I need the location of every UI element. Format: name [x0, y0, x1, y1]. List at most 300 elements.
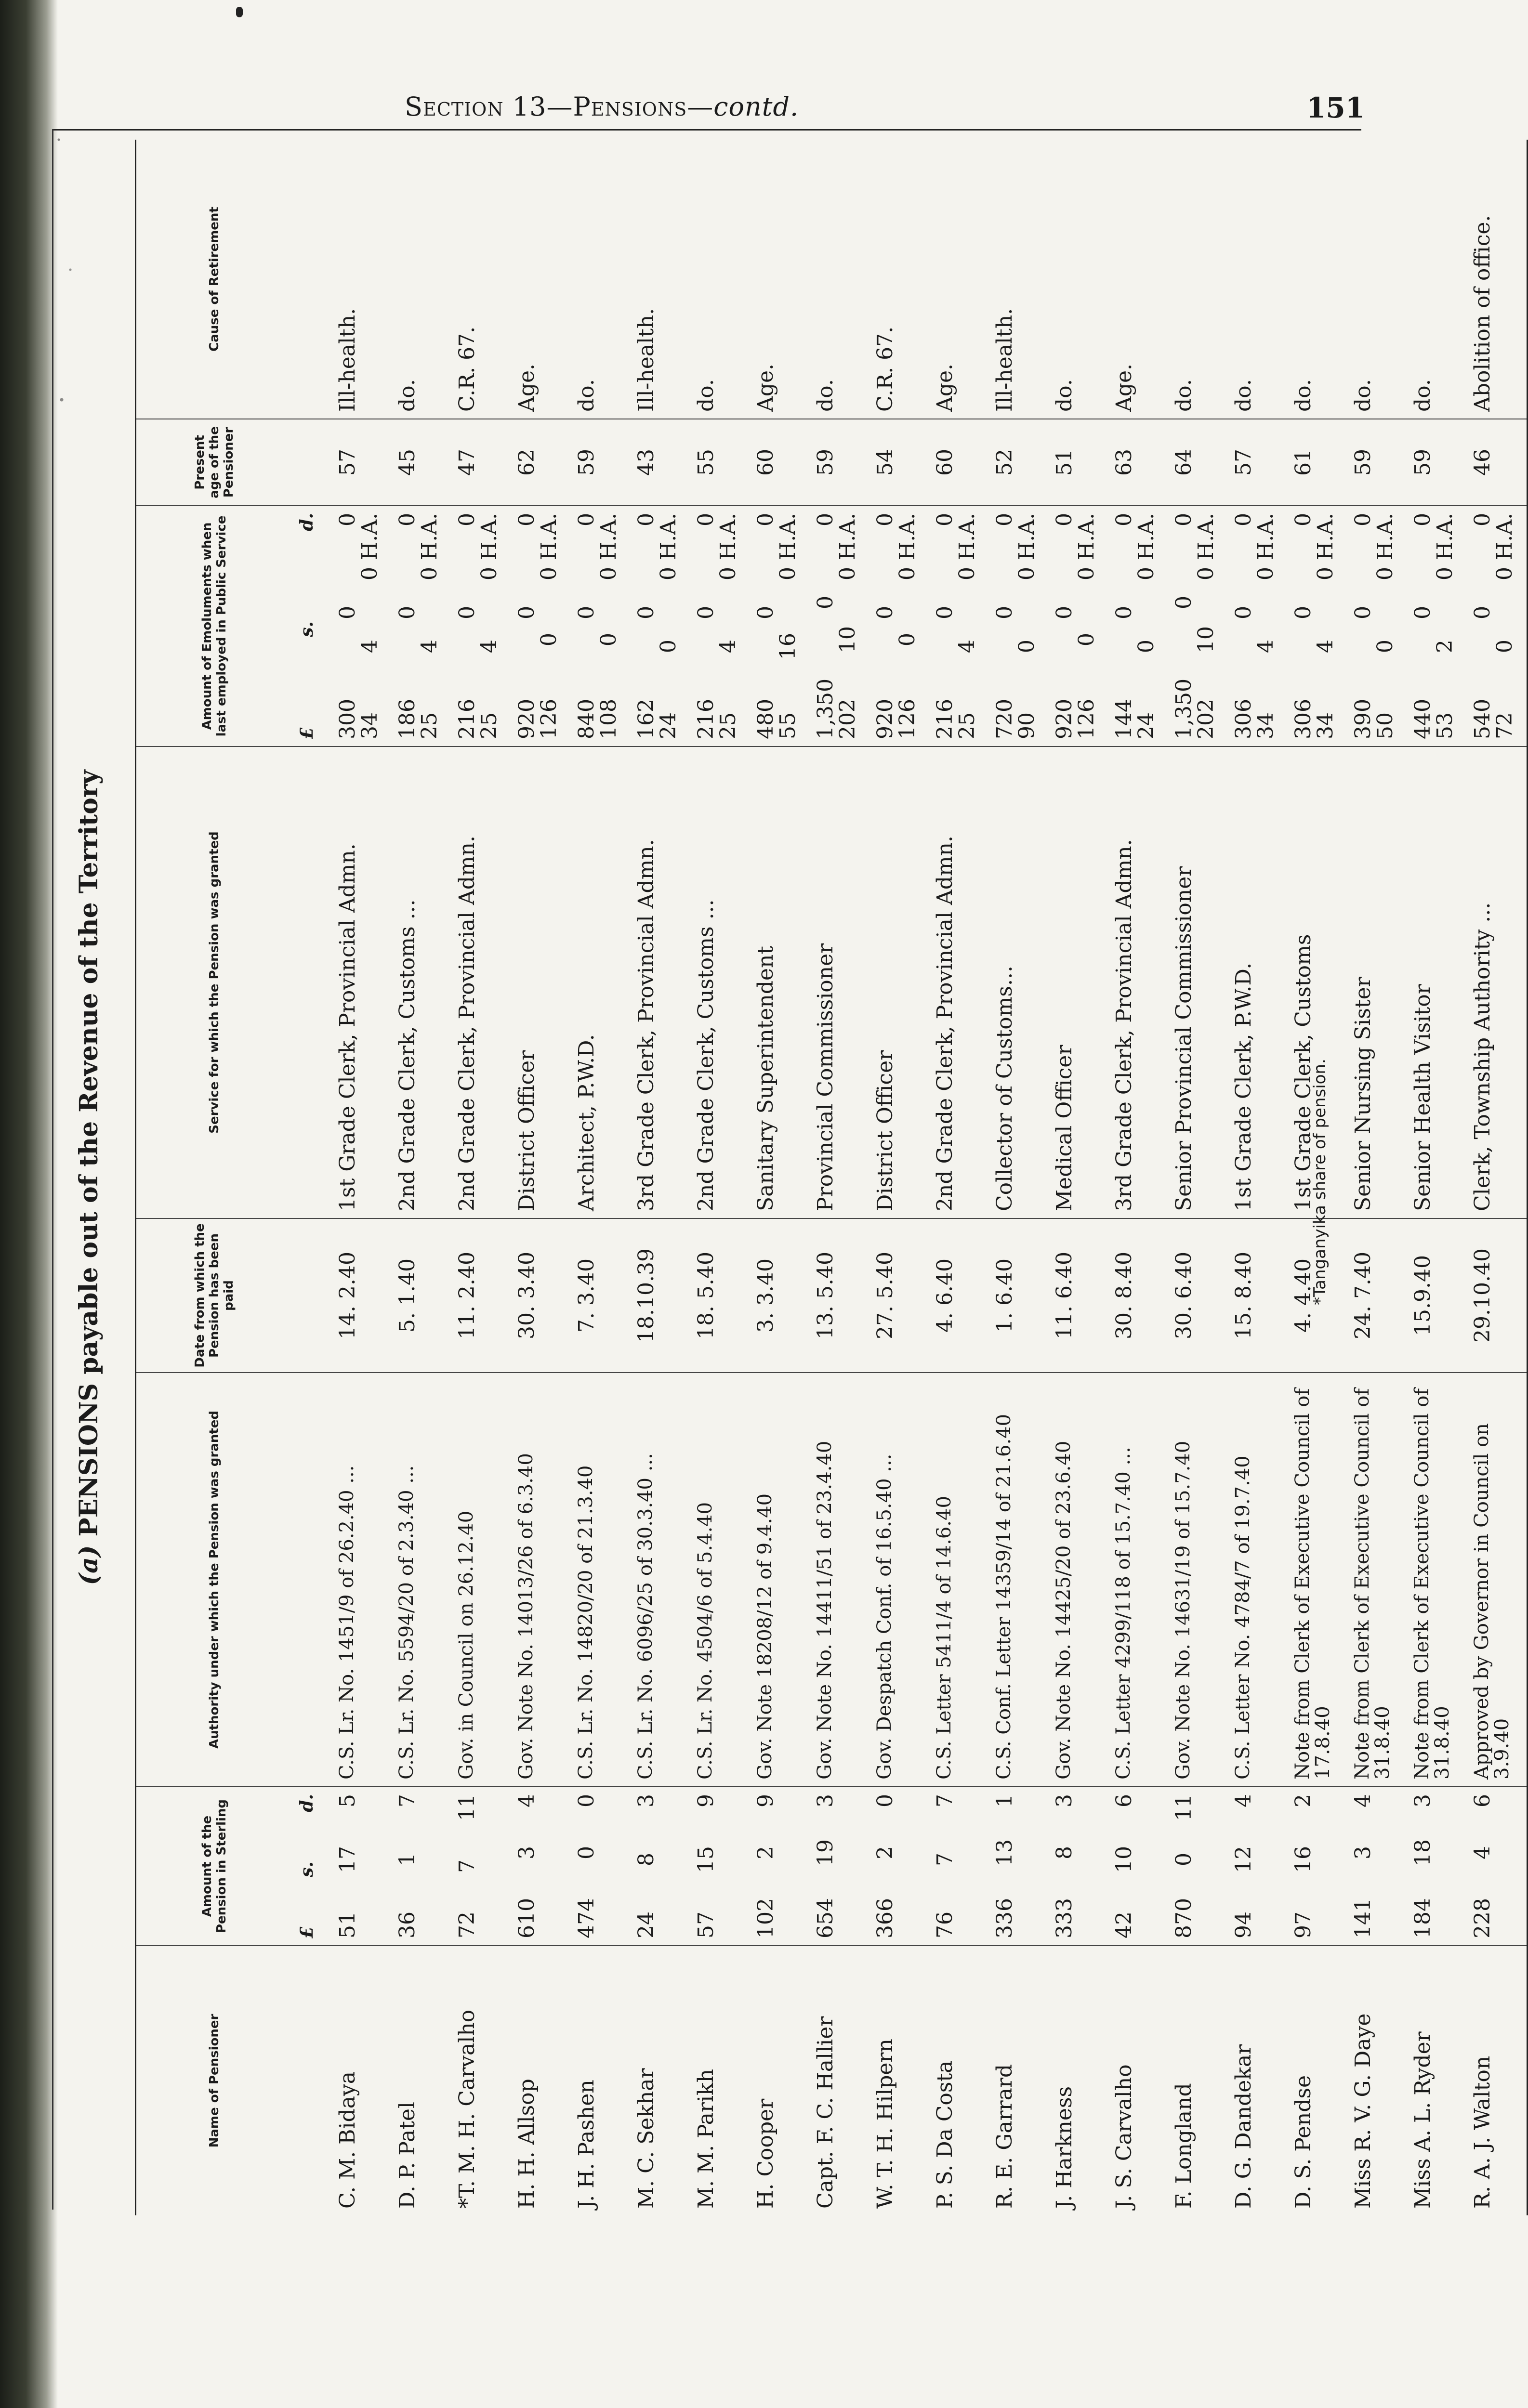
- emoluments: [1407, 506, 1467, 746]
- emolument-pence: 0 H.A.: [895, 513, 920, 581]
- pensioner-age: 60: [750, 419, 810, 506]
- emolument-line: [1374, 513, 1396, 739]
- table-row: [332, 140, 392, 2215]
- date-paid: 30. 8.40: [1108, 1218, 1168, 1373]
- emolument-shillings: 0: [1231, 606, 1256, 620]
- pension-shillings: 0: [1172, 1853, 1196, 1867]
- service: District Officer: [511, 746, 571, 1218]
- emolument-pence: 0 H.A.: [477, 513, 502, 581]
- pension-pence: 5: [335, 1794, 360, 1807]
- emolument-pounds: 25: [477, 712, 502, 739]
- emolument-shillings: 4: [477, 640, 502, 654]
- pensioner-age: 59: [810, 419, 869, 506]
- emolument-line: [598, 513, 620, 739]
- emolument-shillings: 0: [694, 606, 718, 620]
- pension-pence: 7: [395, 1794, 420, 1807]
- units-row: [293, 140, 332, 2215]
- emolument-pounds: 216: [933, 699, 957, 739]
- emolument-pence: 0 H.A.: [1313, 513, 1338, 581]
- service: Senior Provincial Commissioner: [1168, 746, 1228, 1218]
- service: Sanitary Superintendent: [750, 746, 810, 1218]
- emolument-line: [516, 513, 538, 739]
- date-paid: 11. 6.40: [1049, 1218, 1108, 1373]
- emolument-pence: 0: [514, 513, 539, 527]
- retirement-cause: Age.: [929, 140, 989, 419]
- pensioner-name: R. A. J. Walton: [1470, 2055, 1495, 2209]
- unit-shillings: s.: [297, 621, 317, 637]
- emolument-pence: 0: [933, 513, 957, 527]
- emolument-shillings: 4: [417, 640, 442, 654]
- emolument-pence: 0 H.A.: [1373, 513, 1398, 581]
- emolument-shillings: 0: [895, 633, 920, 647]
- retirement-cause: Ill-health.: [332, 140, 392, 419]
- pension-amount: [1108, 1787, 1168, 1946]
- service: 1st Grade Clerk, Customs: [1288, 746, 1347, 1218]
- pension-amount: [929, 1787, 989, 1946]
- emolument-pence: 0: [1052, 513, 1077, 527]
- emolument-line: [359, 513, 381, 739]
- pension-pounds: 36: [395, 1911, 420, 1938]
- pension-pence: 11: [1172, 1794, 1196, 1821]
- date-paid: 27. 5.40: [869, 1218, 929, 1373]
- pension-amount-lsd: [874, 1794, 896, 1938]
- emolument-line: [658, 513, 680, 739]
- service: Medical Officer: [1049, 746, 1108, 1218]
- emolument-pounds: 53: [1433, 712, 1458, 739]
- emolument-shillings: 10: [835, 626, 860, 654]
- unit-pence: d.: [297, 1794, 317, 1812]
- pensioner-name: *T. M. H. Carvalho: [455, 2009, 479, 2209]
- pension-shillings: 4: [1470, 1846, 1495, 1860]
- emolument-pence: 0 H.A.: [1134, 513, 1159, 581]
- retirement-cause: do.: [1407, 140, 1467, 419]
- emolument-line: [1412, 513, 1434, 739]
- pension-amount: [451, 1787, 511, 1946]
- pension-pence: 0: [873, 1794, 897, 1808]
- title-prefix: (a): [74, 1545, 104, 1585]
- table-row: [810, 140, 869, 2215]
- book-binding-edge: [0, 0, 58, 2408]
- pensioner-age: 57: [1228, 419, 1288, 506]
- pension-amount: [511, 1787, 571, 1946]
- emolument-shillings: 4: [1253, 640, 1278, 654]
- units-spacer: [293, 1218, 332, 1373]
- service: Provincial Commissioner: [810, 746, 869, 1218]
- emolument-pounds: 440: [1410, 699, 1435, 739]
- emolument-pence: 0 H.A.: [596, 513, 621, 581]
- emolument-pence: 0: [753, 513, 778, 527]
- emolument-pounds: 34: [1313, 712, 1338, 739]
- emolument-shillings: 0: [514, 606, 539, 620]
- retirement-cause: C.R. 67.: [869, 140, 929, 419]
- emolument-pounds: 840: [574, 699, 599, 739]
- pension-pence: 3: [1052, 1794, 1077, 1808]
- pensioner-name: J. S. Carvalho: [1112, 2064, 1136, 2209]
- emolument-pounds: 50: [1373, 712, 1398, 739]
- pension-shillings: 18: [1410, 1839, 1435, 1867]
- retirement-cause: do.: [690, 140, 750, 419]
- emoluments: [929, 506, 989, 746]
- retirement-cause: do.: [1288, 140, 1347, 419]
- retirement-cause: do.: [810, 140, 869, 419]
- pensioner-name: W. T. H. Hilpern: [873, 2039, 897, 2209]
- emolument-line: [478, 513, 501, 739]
- emolument-pence: 0 H.A.: [1194, 513, 1219, 581]
- emolument-pence: 0: [1470, 513, 1495, 527]
- emolument-line: [1292, 513, 1315, 739]
- emolument-shillings: 0: [1470, 606, 1495, 620]
- pension-amount: [750, 1787, 810, 1946]
- emolument-shillings: 0: [1014, 640, 1040, 654]
- emolument-pounds: 202: [1194, 699, 1219, 739]
- date-paid: 15. 8.40: [1228, 1218, 1288, 1373]
- authority: Gov. Note 18208/12 of 9.4.40: [750, 1373, 810, 1787]
- emoluments: [332, 506, 392, 746]
- emolument-line: [419, 513, 441, 739]
- pension-amount-lsd: [755, 1794, 777, 1938]
- emoluments: [511, 506, 571, 746]
- emolument-line: [635, 513, 658, 739]
- pension-amount-lsd: [1113, 1794, 1135, 1938]
- emolument-pounds: 306: [1291, 699, 1316, 739]
- pensioner-age: 46: [1467, 419, 1528, 506]
- emolument-shillings: 0: [933, 606, 957, 620]
- table-row: [1049, 140, 1108, 2215]
- date-paid: 15.9.40: [1407, 1218, 1467, 1373]
- pensioner-name: D. S. Pendse: [1291, 2075, 1316, 2209]
- emolument-pence: 0 H.A.: [1074, 513, 1099, 581]
- emoluments: [1108, 506, 1168, 746]
- pensioner-name: Capt. F. C. Hallier: [813, 2016, 838, 2209]
- authority: Note from Clerk of Executive Council of 17.8.40: [1288, 1373, 1347, 1787]
- contd-label: contd.: [713, 92, 799, 122]
- table-row: [929, 140, 989, 2215]
- emolument-shillings: 4: [1313, 640, 1338, 654]
- pension-pounds: 51: [335, 1911, 360, 1938]
- authority: C.S. Letter No. 4784/7 of 19.7.40: [1228, 1373, 1288, 1787]
- table-row: [1407, 140, 1467, 2215]
- pension-units: [293, 1787, 332, 1946]
- pension-amount: [1467, 1787, 1528, 1946]
- unit-pounds: £: [297, 1926, 317, 1938]
- table-row: [989, 140, 1049, 2215]
- emolument-pounds: 186: [395, 699, 420, 739]
- date-paid: 18. 5.40: [690, 1218, 750, 1373]
- emolument-pence: 0 H.A.: [537, 513, 562, 581]
- pension-pounds: 76: [933, 1911, 957, 1938]
- emolument-line: [695, 513, 717, 739]
- emolument-shillings: 0: [634, 606, 659, 620]
- emolument-shillings: 4: [955, 640, 980, 654]
- emolument-shillings: 0: [1074, 633, 1099, 647]
- authority: Gov. Note No. 14013/26 of 6.3.40: [511, 1373, 571, 1787]
- emolument-line: [934, 513, 956, 739]
- pension-pounds: 474: [574, 1898, 599, 1938]
- pension-shillings: 7: [933, 1853, 957, 1866]
- authority: Gov. in Council on 26.12.40: [451, 1373, 511, 1787]
- table-row: [451, 140, 511, 2215]
- pension-pence: 11: [455, 1794, 479, 1821]
- emolument-pence: 0: [1231, 513, 1256, 527]
- date-paid: 18.10.39: [631, 1218, 690, 1373]
- emolument-pounds: 920: [514, 699, 539, 739]
- col-header-cause: Cause of Retirement: [136, 140, 294, 419]
- emolument-pence: 0: [992, 513, 1017, 527]
- emolument-pence: 0: [1172, 513, 1196, 526]
- emolument-line: [456, 513, 478, 739]
- col-header-authority: Authority under which the Pension was granted: [136, 1373, 294, 1787]
- emoluments: [869, 506, 929, 746]
- pensioner-name: D. G. Dandekar: [1231, 2044, 1256, 2209]
- emolument-pounds: 1,350: [1172, 679, 1196, 739]
- emolument-line: [1173, 513, 1195, 739]
- pension-amount-lsd: [337, 1794, 359, 1938]
- pensioner-age: 55: [690, 419, 750, 506]
- emolument-pounds: 162: [634, 699, 659, 739]
- emolument-line: [956, 513, 978, 739]
- emolument-line: [538, 513, 560, 739]
- pension-pounds: 336: [992, 1898, 1017, 1938]
- emolument-pence: 0 H.A.: [417, 513, 442, 581]
- pensioner-age: 62: [511, 419, 571, 506]
- unit-pounds: £: [297, 727, 317, 739]
- emolument-shillings: 0: [1172, 596, 1196, 610]
- pension-amount: [1347, 1787, 1407, 1946]
- title-text: PENSIONS payable out of the Revenue of the Territory: [74, 770, 104, 1537]
- emolument-shillings: 10: [1194, 626, 1219, 654]
- pensioner-name: Miss A. L. Ryder: [1410, 2031, 1435, 2209]
- emolument-line: [717, 513, 739, 739]
- service: 2nd Grade Clerk, Customs ...: [392, 746, 451, 1218]
- pension-shillings: 19: [813, 1839, 838, 1867]
- retirement-cause: do.: [571, 140, 631, 419]
- pensioner-age: 51: [1049, 419, 1108, 506]
- date-paid: 4. 6.40: [929, 1218, 989, 1373]
- header-rule: [52, 129, 1361, 131]
- date-paid: 7. 3.40: [571, 1218, 631, 1373]
- pension-amount-lsd: [1054, 1794, 1076, 1938]
- retirement-cause: Age.: [511, 140, 571, 419]
- pension-pounds: 610: [514, 1898, 539, 1938]
- emolument-pounds: 25: [417, 712, 442, 739]
- service: 2nd Grade Clerk, Provincial Admn.: [929, 746, 989, 1218]
- emoluments: [989, 506, 1049, 746]
- pensioner-age: 47: [451, 419, 511, 506]
- pension-amount-lsd: [1412, 1794, 1434, 1938]
- service: District Officer: [869, 746, 929, 1218]
- pensioner-age: 54: [869, 419, 929, 506]
- pensioner-name: J. Harkness: [1052, 2086, 1077, 2209]
- authority: C.S. Lr. No. 6096/25 of 30.3.40 ...: [631, 1373, 690, 1787]
- emolument-pence: 0 H.A.: [1253, 513, 1278, 581]
- pension-pounds: 366: [873, 1898, 897, 1938]
- emolument-pence: 0 H.A.: [1014, 513, 1040, 581]
- retirement-cause: Ill-health.: [989, 140, 1049, 419]
- pension-pounds: 333: [1052, 1898, 1077, 1938]
- emolument-line: [1472, 513, 1494, 739]
- pension-pounds: 24: [634, 1911, 659, 1938]
- unit-shillings: s.: [297, 1861, 317, 1877]
- pension-amount: [869, 1787, 929, 1946]
- emolument-pence: 0: [1410, 513, 1435, 527]
- emolument-line: [874, 513, 896, 739]
- emoluments: [571, 506, 631, 746]
- pension-shillings: 13: [992, 1839, 1017, 1867]
- emolument-line: [1352, 513, 1374, 739]
- retirement-cause: Abolition of office.: [1467, 140, 1528, 419]
- pension-amount: [1168, 1787, 1228, 1946]
- emolument-pounds: 390: [1351, 699, 1375, 739]
- emolument-pence: 0: [335, 513, 360, 527]
- emolument-line: [777, 513, 799, 739]
- pension-pence: 6: [1470, 1794, 1495, 1808]
- pension-amount-lsd: [1352, 1794, 1374, 1938]
- emolument-pence: 0 H.A.: [1433, 513, 1458, 581]
- table-title: [58, 140, 120, 2215]
- retirement-cause: Age.: [750, 140, 810, 419]
- units-spacer: [293, 140, 332, 419]
- emolument-pence: 0 H.A.: [656, 513, 681, 581]
- table-body: [293, 140, 1528, 2215]
- emolument-line: [337, 513, 359, 739]
- ink-mark: [236, 7, 243, 17]
- pensioner-age: 64: [1168, 419, 1228, 506]
- pension-amount-lsd: [1233, 1794, 1255, 1938]
- pension-amount: [1228, 1787, 1288, 1946]
- unit-pence: d.: [297, 513, 317, 531]
- pension-amount-lsd: [396, 1794, 419, 1938]
- date-paid: 4. 4.40: [1288, 1218, 1347, 1373]
- emolument-shillings: 0: [753, 606, 778, 620]
- table-row: [511, 140, 571, 2215]
- pension-amount: [1407, 1787, 1467, 1946]
- emolument-shillings: 0: [1351, 606, 1375, 620]
- emolument-shillings: 0: [1134, 640, 1159, 654]
- emolument-shillings: 0: [335, 606, 360, 620]
- emoluments: [1288, 506, 1347, 746]
- pensioner-age: 45: [392, 419, 451, 506]
- emolument-pounds: 920: [873, 699, 897, 739]
- pension-pounds: 94: [1231, 1911, 1256, 1938]
- pension-pence: 6: [1112, 1794, 1136, 1807]
- emolument-pounds: 202: [835, 699, 860, 739]
- pension-shillings: 7: [455, 1859, 479, 1873]
- emolument-pence: 0: [694, 513, 718, 527]
- table-row: [750, 140, 810, 2215]
- emolument-line: [1315, 513, 1337, 739]
- pensioner-age: 59: [1347, 419, 1407, 506]
- pension-pence: 3: [634, 1794, 659, 1807]
- pensioner-name: C. M. Bidaya: [335, 2071, 360, 2209]
- emolument-shillings: 4: [357, 640, 382, 654]
- emolument-pounds: 300: [335, 699, 360, 739]
- units-spacer: [293, 1946, 332, 2215]
- service: Architect, P.W.D.: [571, 746, 631, 1218]
- emolument-line: [837, 513, 859, 739]
- pension-shillings: 8: [634, 1853, 659, 1866]
- pension-amount: [571, 1787, 631, 1946]
- emolument-pounds: 216: [694, 699, 718, 739]
- date-paid: 14. 2.40: [332, 1218, 392, 1373]
- pension-pence: 4: [1351, 1794, 1375, 1808]
- table-row: [1347, 140, 1407, 2215]
- authority: C.S. Lr. No. 5594/20 of 2.3.40 ...: [392, 1373, 451, 1787]
- emolument-shillings: 0: [992, 606, 1017, 620]
- table-row: [571, 140, 631, 2215]
- emolument-shillings: 0: [1492, 640, 1517, 654]
- emolument-pounds: 126: [1074, 699, 1099, 739]
- pensioner-name: P. S. Da Costa: [933, 2060, 957, 2209]
- service: Senior Health Visitor: [1407, 746, 1467, 1218]
- left-margin-rule: [52, 129, 53, 2210]
- pension-amount: [1288, 1787, 1347, 1946]
- emolument-pounds: 25: [716, 712, 741, 739]
- pension-pounds: 57: [694, 1911, 718, 1938]
- pensioner-name: J. H. Pashen: [574, 2080, 599, 2209]
- pension-amount-lsd: [516, 1794, 538, 1938]
- col-header-age: Present age of the Pensioner: [136, 419, 294, 506]
- service: 3rd Grade Clerk, Provincial Admn.: [631, 746, 690, 1218]
- emolument-pounds: 24: [1134, 712, 1159, 739]
- pensioner-name: D. P. Patel: [395, 2102, 420, 2209]
- pension-pence: 3: [1410, 1794, 1435, 1808]
- emolument-shillings: 0: [537, 633, 562, 647]
- emolument-pence: 0 H.A.: [1492, 513, 1517, 581]
- pension-pounds: 42: [1112, 1911, 1136, 1938]
- units-spacer: [293, 419, 332, 506]
- emolument-pounds: 108: [596, 699, 621, 739]
- pension-shillings: 16: [1291, 1846, 1316, 1873]
- pensioner-age: 59: [1407, 419, 1467, 506]
- table-row: [1228, 140, 1288, 2215]
- emolument-pence: 0: [813, 513, 838, 526]
- emolument-pence: 0: [455, 513, 479, 527]
- emolument-pounds: 25: [955, 712, 980, 739]
- pension-amount: [989, 1787, 1049, 1946]
- pension-amount-lsd: [815, 1794, 837, 1938]
- pension-pence: 3: [813, 1794, 838, 1808]
- emolument-shillings: 0: [1373, 640, 1398, 654]
- date-paid: 29.10.40: [1467, 1218, 1528, 1373]
- pension-pounds: 102: [753, 1898, 778, 1938]
- emolument-pounds: 144: [1112, 699, 1136, 739]
- emolument-shillings: 2: [1433, 640, 1458, 654]
- pension-amount-lsd: [994, 1794, 1016, 1938]
- pension-pounds: 654: [813, 1898, 838, 1938]
- date-paid: 11. 2.40: [451, 1218, 511, 1373]
- emolument-pounds: 90: [1014, 712, 1040, 739]
- emoluments: [451, 506, 511, 746]
- table-row: [392, 140, 451, 2215]
- table-row: [1168, 140, 1228, 2215]
- pensioner-age: 61: [1288, 419, 1347, 506]
- emolument-pence: 0 H.A.: [716, 513, 741, 581]
- emolument-pence: 0: [1112, 513, 1136, 527]
- units-spacer: [293, 1373, 332, 1787]
- pension-amount-lsd: [1173, 1794, 1195, 1938]
- emolument-shillings: 0: [1112, 606, 1136, 620]
- pension-amount: [810, 1787, 869, 1946]
- pension-pounds: 870: [1172, 1898, 1196, 1938]
- pension-amount: [392, 1787, 451, 1946]
- emolument-pence: 0: [1291, 513, 1316, 527]
- emolument-pounds: 55: [776, 712, 801, 739]
- pension-amount-lsd: [1472, 1794, 1494, 1938]
- table-row: [690, 140, 750, 2215]
- emolument-shillings: 4: [716, 640, 741, 654]
- pension-amount: [332, 1787, 392, 1946]
- retirement-cause: do.: [1049, 140, 1108, 419]
